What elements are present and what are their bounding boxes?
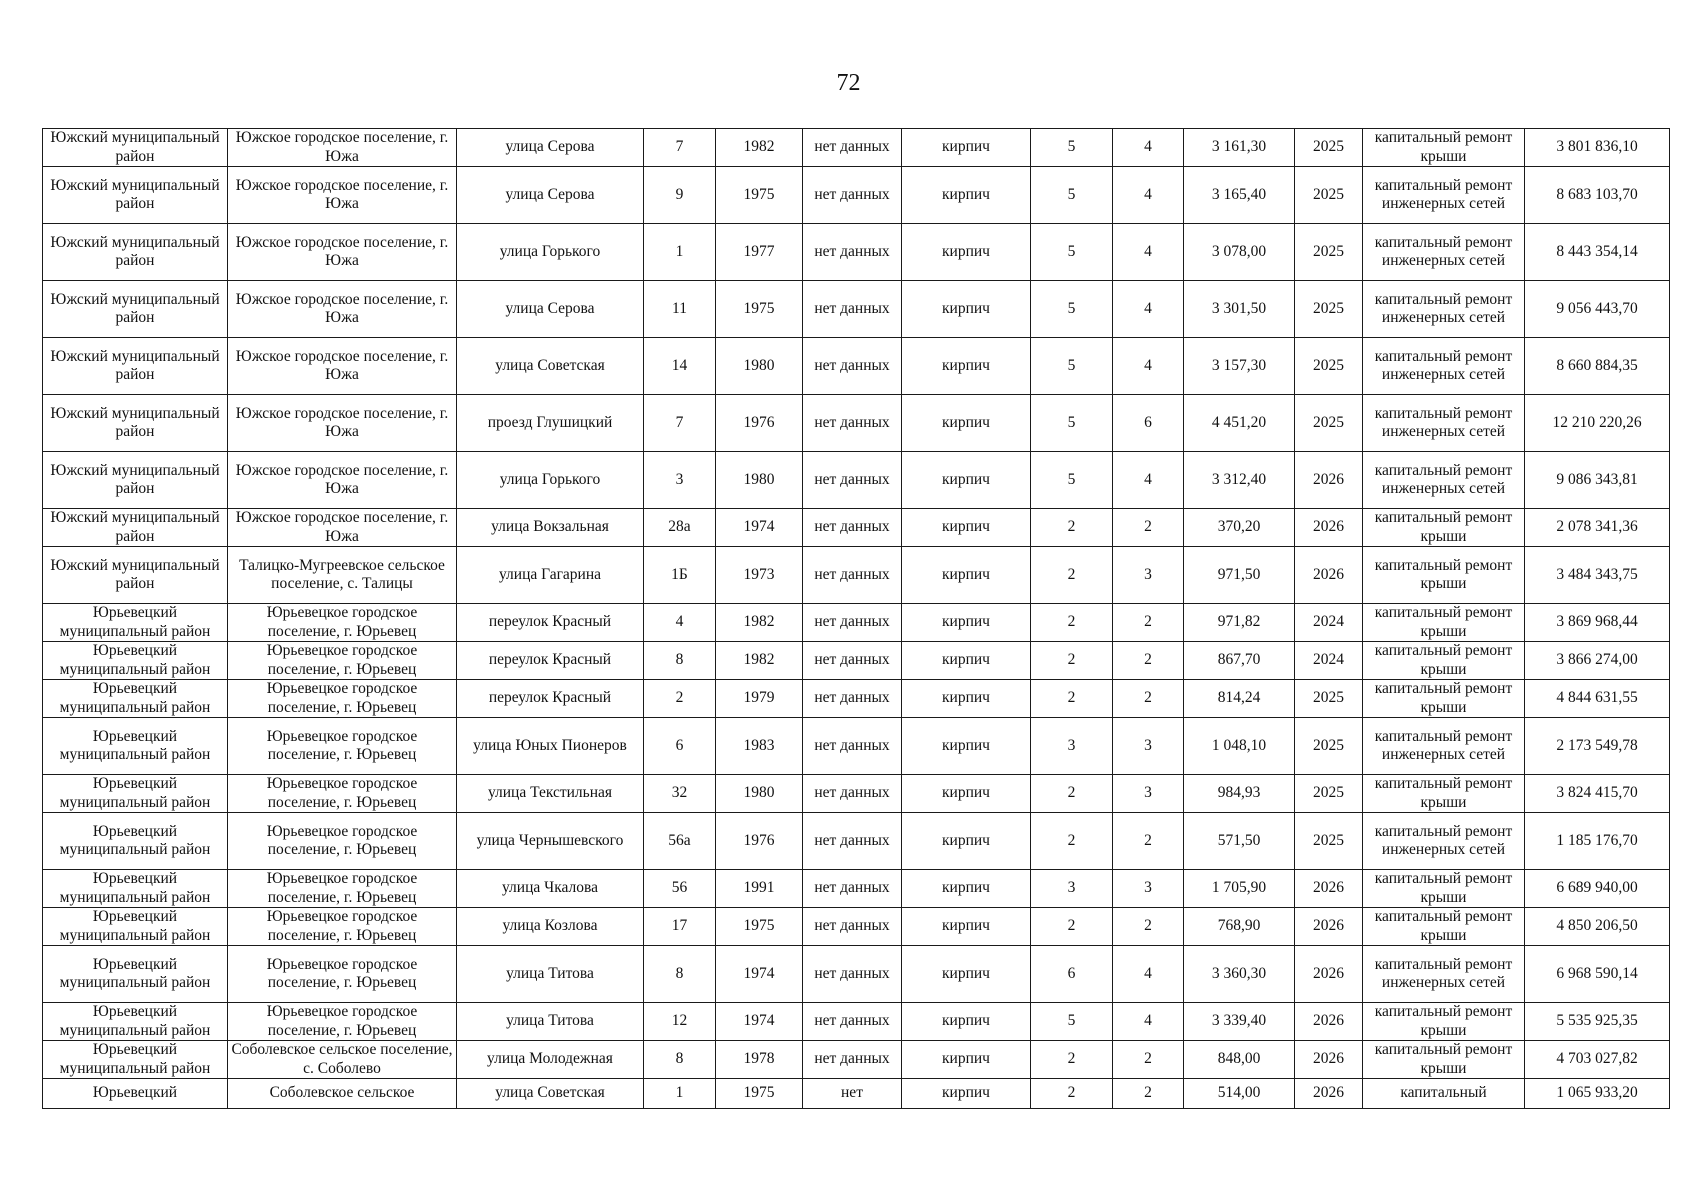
floors-cell: 5 [1031,452,1113,509]
street-cell: улица Титова [457,1003,644,1041]
work-type-cell: капитальный ремонт крыши [1363,604,1525,642]
wall-material-cell: кирпич [902,452,1031,509]
area-cell: 1 705,90 [1184,870,1295,908]
floors-cell: 5 [1031,129,1113,167]
entrances-cell: 2 [1113,604,1184,642]
street-cell: проезд Глушицкий [457,395,644,452]
street-cell: улица Молодежная [457,1041,644,1079]
planned-year-cell: 2025 [1295,680,1363,718]
house-number-cell: 56а [644,813,716,870]
last-repair-cell: нет данных [803,908,902,946]
settlement-cell: Талицко-Мугреевское сельское поселение, с. Талицы [228,547,457,604]
street-cell: переулок Красный [457,642,644,680]
area-cell: 984,93 [1184,775,1295,813]
settlement-cell: Соболевское сельское поселение, с. Соболево [228,1041,457,1079]
last-repair-cell: нет данных [803,680,902,718]
work-type-cell: капитальный ремонт крыши [1363,908,1525,946]
house-number-cell: 2 [644,680,716,718]
street-cell: улица Серова [457,281,644,338]
table-row [43,338,1670,395]
street-cell: улица Серова [457,167,644,224]
area-cell: 3 157,30 [1184,338,1295,395]
last-repair-cell: нет данных [803,452,902,509]
housing-repair-table [42,128,1670,1109]
cost-cell: 4 844 631,55 [1525,680,1670,718]
year-built-cell: 1976 [716,813,803,870]
house-number-cell: 1 [644,1079,716,1109]
floors-cell: 3 [1031,718,1113,775]
municipality-cell: Южский муниципальный район [43,547,228,604]
house-number-cell: 14 [644,338,716,395]
planned-year-cell: 2024 [1295,642,1363,680]
municipality-cell: Юрьевецкий муниципальный район [43,680,228,718]
last-repair-cell: нет данных [803,281,902,338]
area-cell: 971,82 [1184,604,1295,642]
floors-cell: 2 [1031,604,1113,642]
year-built-cell: 1975 [716,908,803,946]
settlement-cell: Южское городское поселение, г. Южа [228,281,457,338]
last-repair-cell: нет данных [803,1003,902,1041]
year-built-cell: 1980 [716,452,803,509]
wall-material-cell: кирпич [902,604,1031,642]
settlement-cell: Юрьевецкое городское поселение, г. Юрьевец [228,604,457,642]
cost-cell: 2 173 549,78 [1525,718,1670,775]
settlement-cell: Юрьевецкое городское поселение, г. Юрьевец [228,946,457,1003]
municipality-cell: Юрьевецкий муниципальный район [43,775,228,813]
house-number-cell: 28а [644,509,716,547]
municipality-cell: Юрьевецкий муниципальный район [43,870,228,908]
house-number-cell: 56 [644,870,716,908]
settlement-cell: Южское городское поселение, г. Южа [228,224,457,281]
municipality-cell: Южский муниципальный район [43,281,228,338]
house-number-cell: 17 [644,908,716,946]
year-built-cell: 1975 [716,1079,803,1109]
floors-cell: 2 [1031,813,1113,870]
table-row [43,281,1670,338]
area-cell: 971,50 [1184,547,1295,604]
last-repair-cell: нет данных [803,167,902,224]
work-type-cell: капитальный ремонт крыши [1363,1003,1525,1041]
area-cell: 3 165,40 [1184,167,1295,224]
table-row [43,718,1670,775]
street-cell: улица Чкалова [457,870,644,908]
year-built-cell: 1975 [716,281,803,338]
planned-year-cell: 2025 [1295,718,1363,775]
work-type-cell: капитальный ремонт крыши [1363,680,1525,718]
year-built-cell: 1976 [716,395,803,452]
area-cell: 867,70 [1184,642,1295,680]
wall-material-cell: кирпич [902,946,1031,1003]
floors-cell: 2 [1031,509,1113,547]
work-type-cell: капитальный ремонт крыши [1363,775,1525,813]
last-repair-cell: нет данных [803,129,902,167]
work-type-cell: капитальный ремонт крыши [1363,1041,1525,1079]
entrances-cell: 4 [1113,452,1184,509]
entrances-cell: 4 [1113,338,1184,395]
settlement-cell: Южское городское поселение, г. Южа [228,509,457,547]
area-cell: 848,00 [1184,1041,1295,1079]
last-repair-cell: нет данных [803,547,902,604]
cost-cell: 5 535 925,35 [1525,1003,1670,1041]
last-repair-cell: нет [803,1079,902,1109]
cost-cell: 8 660 884,35 [1525,338,1670,395]
last-repair-cell: нет данных [803,395,902,452]
settlement-cell: Южское городское поселение, г. Южа [228,338,457,395]
year-built-cell: 1982 [716,642,803,680]
municipality-cell: Юрьевецкий муниципальный район [43,1003,228,1041]
wall-material-cell: кирпич [902,281,1031,338]
table-row [43,129,1670,167]
year-built-cell: 1980 [716,775,803,813]
settlement-cell: Юрьевецкое городское поселение, г. Юрьевец [228,718,457,775]
wall-material-cell: кирпич [902,395,1031,452]
floors-cell: 5 [1031,395,1113,452]
year-built-cell: 1974 [716,509,803,547]
year-built-cell: 1991 [716,870,803,908]
settlement-cell: Южское городское поселение, г. Южа [228,129,457,167]
house-number-cell: 7 [644,395,716,452]
planned-year-cell: 2025 [1295,167,1363,224]
floors-cell: 5 [1031,1003,1113,1041]
entrances-cell: 4 [1113,946,1184,1003]
entrances-cell: 4 [1113,1003,1184,1041]
year-built-cell: 1977 [716,224,803,281]
planned-year-cell: 2026 [1295,870,1363,908]
cost-cell: 4 850 206,50 [1525,908,1670,946]
area-cell: 3 078,00 [1184,224,1295,281]
wall-material-cell: кирпич [902,167,1031,224]
settlement-cell: Южское городское поселение, г. Южа [228,452,457,509]
house-number-cell: 1 [644,224,716,281]
year-built-cell: 1974 [716,1003,803,1041]
entrances-cell: 4 [1113,167,1184,224]
year-built-cell: 1982 [716,129,803,167]
area-cell: 768,90 [1184,908,1295,946]
last-repair-cell: нет данных [803,509,902,547]
work-type-cell: капитальный ремонт инженерных сетей [1363,946,1525,1003]
entrances-cell: 4 [1113,281,1184,338]
area-cell: 3 360,30 [1184,946,1295,1003]
street-cell: улица Советская [457,338,644,395]
page-number: 72 [836,70,861,96]
municipality-cell: Юрьевецкий муниципальный район [43,908,228,946]
cost-cell: 6 689 940,00 [1525,870,1670,908]
planned-year-cell: 2025 [1295,281,1363,338]
entrances-cell: 3 [1113,547,1184,604]
floors-cell: 2 [1031,1079,1113,1109]
area-cell: 514,00 [1184,1079,1295,1109]
last-repair-cell: нет данных [803,224,902,281]
municipality-cell: Южский муниципальный район [43,167,228,224]
planned-year-cell: 2026 [1295,547,1363,604]
wall-material-cell: кирпич [902,224,1031,281]
last-repair-cell: нет данных [803,642,902,680]
settlement-cell: Юрьевецкое городское поселение, г. Юрьевец [228,680,457,718]
table-row [43,775,1670,813]
house-number-cell: 7 [644,129,716,167]
area-cell: 4 451,20 [1184,395,1295,452]
house-number-cell: 3 [644,452,716,509]
work-type-cell: капитальный ремонт инженерных сетей [1363,395,1525,452]
table-row [43,1003,1670,1041]
municipality-cell: Юрьевецкий муниципальный район [43,813,228,870]
table-row [43,813,1670,870]
work-type-cell: капитальный ремонт инженерных сетей [1363,452,1525,509]
wall-material-cell: кирпич [902,908,1031,946]
last-repair-cell: нет данных [803,718,902,775]
last-repair-cell: нет данных [803,604,902,642]
cost-cell: 8 443 354,14 [1525,224,1670,281]
floors-cell: 2 [1031,642,1113,680]
wall-material-cell: кирпич [902,1003,1031,1041]
floors-cell: 3 [1031,870,1113,908]
floors-cell: 2 [1031,775,1113,813]
floors-cell: 5 [1031,224,1113,281]
cost-cell: 1 065 933,20 [1525,1079,1670,1109]
house-number-cell: 9 [644,167,716,224]
last-repair-cell: нет данных [803,338,902,395]
cost-cell: 9 086 343,81 [1525,452,1670,509]
municipality-cell: Юрьевецкий муниципальный район [43,642,228,680]
table-row [43,167,1670,224]
floors-cell: 5 [1031,167,1113,224]
cost-cell: 9 056 443,70 [1525,281,1670,338]
settlement-cell: Юрьевецкое городское поселение, г. Юрьевец [228,813,457,870]
year-built-cell: 1980 [716,338,803,395]
last-repair-cell: нет данных [803,946,902,1003]
year-built-cell: 1973 [716,547,803,604]
street-cell: улица Титова [457,946,644,1003]
municipality-cell: Южский муниципальный район [43,224,228,281]
street-cell: улица Горького [457,224,644,281]
cost-cell: 2 078 341,36 [1525,509,1670,547]
floors-cell: 2 [1031,547,1113,604]
table-row [43,642,1670,680]
planned-year-cell: 2026 [1295,509,1363,547]
area-cell: 1 048,10 [1184,718,1295,775]
entrances-cell: 2 [1113,642,1184,680]
street-cell: улица Текстильная [457,775,644,813]
area-cell: 571,50 [1184,813,1295,870]
area-cell: 3 312,40 [1184,452,1295,509]
table-row [43,1079,1670,1109]
settlement-cell: Южское городское поселение, г. Южа [228,395,457,452]
municipality-cell: Южский муниципальный район [43,452,228,509]
house-number-cell: 1Б [644,547,716,604]
wall-material-cell: кирпич [902,509,1031,547]
planned-year-cell: 2026 [1295,1079,1363,1109]
municipality-cell: Южский муниципальный район [43,338,228,395]
street-cell: улица Гагарина [457,547,644,604]
floors-cell: 5 [1031,338,1113,395]
planned-year-cell: 2024 [1295,604,1363,642]
municipality-cell: Юрьевецкий [43,1079,228,1109]
year-built-cell: 1974 [716,946,803,1003]
work-type-cell: капитальный ремонт инженерных сетей [1363,338,1525,395]
settlement-cell: Соболевское сельское [228,1079,457,1109]
wall-material-cell: кирпич [902,338,1031,395]
settlement-cell: Юрьевецкое городское поселение, г. Юрьевец [228,642,457,680]
entrances-cell: 2 [1113,1079,1184,1109]
cost-cell: 3 869 968,44 [1525,604,1670,642]
table-row [43,1041,1670,1079]
work-type-cell: капитальный [1363,1079,1525,1109]
work-type-cell: капитальный ремонт инженерных сетей [1363,813,1525,870]
house-number-cell: 11 [644,281,716,338]
planned-year-cell: 2026 [1295,1003,1363,1041]
entrances-cell: 2 [1113,908,1184,946]
wall-material-cell: кирпич [902,547,1031,604]
work-type-cell: капитальный ремонт крыши [1363,547,1525,604]
street-cell: улица Вокзальная [457,509,644,547]
municipality-cell: Юрьевецкий муниципальный район [43,604,228,642]
house-number-cell: 4 [644,604,716,642]
entrances-cell: 6 [1113,395,1184,452]
street-cell: улица Козлова [457,908,644,946]
planned-year-cell: 2025 [1295,338,1363,395]
municipality-cell: Юрьевецкий муниципальный район [43,1041,228,1079]
year-built-cell: 1978 [716,1041,803,1079]
street-cell: улица Чернышевского [457,813,644,870]
last-repair-cell: нет данных [803,813,902,870]
work-type-cell: капитальный ремонт крыши [1363,642,1525,680]
planned-year-cell: 2025 [1295,395,1363,452]
wall-material-cell: кирпич [902,680,1031,718]
municipality-cell: Юрьевецкий муниципальный район [43,718,228,775]
table-row [43,680,1670,718]
entrances-cell: 3 [1113,718,1184,775]
year-built-cell: 1979 [716,680,803,718]
street-cell: улица Советская [457,1079,644,1109]
work-type-cell: капитальный ремонт инженерных сетей [1363,167,1525,224]
planned-year-cell: 2026 [1295,946,1363,1003]
cost-cell: 3 801 836,10 [1525,129,1670,167]
work-type-cell: капитальный ремонт инженерных сетей [1363,281,1525,338]
house-number-cell: 6 [644,718,716,775]
last-repair-cell: нет данных [803,870,902,908]
floors-cell: 5 [1031,281,1113,338]
wall-material-cell: кирпич [902,775,1031,813]
cost-cell: 3 824 415,70 [1525,775,1670,813]
floors-cell: 2 [1031,680,1113,718]
street-cell: улица Юных Пионеров [457,718,644,775]
house-number-cell: 8 [644,946,716,1003]
cost-cell: 6 968 590,14 [1525,946,1670,1003]
entrances-cell: 3 [1113,870,1184,908]
planned-year-cell: 2026 [1295,908,1363,946]
table-row [43,509,1670,547]
house-number-cell: 8 [644,642,716,680]
entrances-cell: 2 [1113,813,1184,870]
entrances-cell: 4 [1113,129,1184,167]
entrances-cell: 4 [1113,224,1184,281]
entrances-cell: 2 [1113,1041,1184,1079]
table-row [43,452,1670,509]
cost-cell: 3 484 343,75 [1525,547,1670,604]
settlement-cell: Юрьевецкое городское поселение, г. Юрьевец [228,870,457,908]
planned-year-cell: 2026 [1295,452,1363,509]
entrances-cell: 2 [1113,509,1184,547]
year-built-cell: 1975 [716,167,803,224]
street-cell: улица Горького [457,452,644,509]
settlement-cell: Юрьевецкое городское поселение, г. Юрьевец [228,1003,457,1041]
house-number-cell: 12 [644,1003,716,1041]
settlement-cell: Южское городское поселение, г. Южа [228,167,457,224]
area-cell: 814,24 [1184,680,1295,718]
municipality-cell: Южский муниципальный район [43,509,228,547]
wall-material-cell: кирпич [902,642,1031,680]
entrances-cell: 2 [1113,680,1184,718]
planned-year-cell: 2026 [1295,1041,1363,1079]
street-cell: переулок Красный [457,680,644,718]
entrances-cell: 3 [1113,775,1184,813]
table-row [43,224,1670,281]
year-built-cell: 1983 [716,718,803,775]
floors-cell: 6 [1031,946,1113,1003]
planned-year-cell: 2025 [1295,813,1363,870]
table-row [43,870,1670,908]
work-type-cell: капитальный ремонт крыши [1363,870,1525,908]
area-cell: 370,20 [1184,509,1295,547]
work-type-cell: капитальный ремонт крыши [1363,509,1525,547]
table-row [43,547,1670,604]
cost-cell: 4 703 027,82 [1525,1041,1670,1079]
municipality-cell: Южский муниципальный район [43,395,228,452]
last-repair-cell: нет данных [803,775,902,813]
cost-cell: 12 210 220,26 [1525,395,1670,452]
planned-year-cell: 2025 [1295,129,1363,167]
street-cell: улица Серова [457,129,644,167]
municipality-cell: Южский муниципальный район [43,129,228,167]
last-repair-cell: нет данных [803,1041,902,1079]
planned-year-cell: 2025 [1295,775,1363,813]
cost-cell: 1 185 176,70 [1525,813,1670,870]
municipality-cell: Юрьевецкий муниципальный район [43,946,228,1003]
wall-material-cell: кирпич [902,1079,1031,1109]
table-row [43,946,1670,1003]
planned-year-cell: 2025 [1295,224,1363,281]
wall-material-cell: кирпич [902,870,1031,908]
settlement-cell: Юрьевецкое городское поселение, г. Юрьевец [228,908,457,946]
area-cell: 3 301,50 [1184,281,1295,338]
work-type-cell: капитальный ремонт крыши [1363,129,1525,167]
wall-material-cell: кирпич [902,813,1031,870]
floors-cell: 2 [1031,1041,1113,1079]
house-number-cell: 8 [644,1041,716,1079]
table-row [43,395,1670,452]
cost-cell: 8 683 103,70 [1525,167,1670,224]
house-number-cell: 32 [644,775,716,813]
street-cell: переулок Красный [457,604,644,642]
wall-material-cell: кирпич [902,1041,1031,1079]
floors-cell: 2 [1031,908,1113,946]
wall-material-cell: кирпич [902,718,1031,775]
area-cell: 3 339,40 [1184,1003,1295,1041]
cost-cell: 3 866 274,00 [1525,642,1670,680]
work-type-cell: капитальный ремонт инженерных сетей [1363,224,1525,281]
settlement-cell: Юрьевецкое городское поселение, г. Юрьевец [228,775,457,813]
year-built-cell: 1982 [716,604,803,642]
table-row [43,604,1670,642]
area-cell: 3 161,30 [1184,129,1295,167]
table-row [43,908,1670,946]
wall-material-cell: кирпич [902,129,1031,167]
work-type-cell: капитальный ремонт инженерных сетей [1363,718,1525,775]
